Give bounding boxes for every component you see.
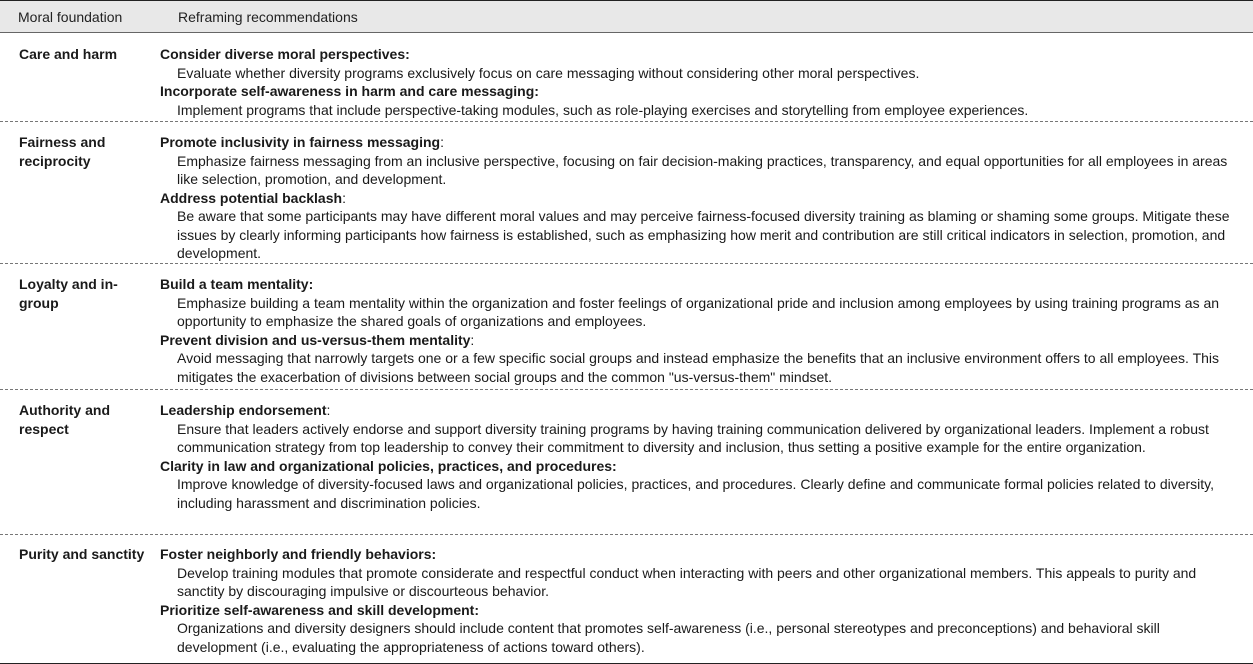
- recommendations-cell: [160, 545, 1253, 663]
- recommendation-description: Emphasize fairness messaging from an inclusive perspective, focusing on fair decision-making practices, transparency, and equal opportunities for all employees in areas like selection, promotion, and development.: [177, 152, 1228, 187]
- header-reframing-recommendations: Reframing recommendations: [178, 8, 358, 25]
- recommendation-description: Develop training modules that promote considerate and respectful conduct when interacting with peers and other organizational members. This appeals to purity and sanctity by discouraging impulsive or discourteous behavior.: [177, 564, 1197, 599]
- recommendation-title: Prioritize self-awareness and skill development:: [160, 601, 479, 618]
- foundation-cell: Authority and respect: [19, 402, 110, 437]
- table-row: [0, 33, 1253, 122]
- recommendation-description: Improve knowledge of diversity-focused laws and organizational policies, practices, and procedures. Clearly define and communicate formal policies related to diversity, including harassment and discrimination policies.: [177, 476, 1215, 511]
- table-row: [0, 264, 1253, 390]
- recommendation-title: Promote inclusivity in fairness messaging:: [160, 134, 444, 150]
- recommendation-description: Emphasize building a team mentality within the organization and foster feelings of organizational pride and inclusion among employees by using training programs as an opportunity to emphasize the shared goals of organizations and employees.: [177, 294, 1220, 329]
- recommendation-title: Prevent division and us-versus-them mentality:: [160, 331, 475, 348]
- recommendations-cell: [160, 275, 1253, 389]
- recommendation-description: Implement programs that include perspective-taking modules, such as role-playing exercises and storytelling from employee experiences.: [177, 101, 1029, 118]
- recommendations-cell: [160, 45, 1253, 121]
- recommendation-title: Leadership endorsement:: [160, 402, 331, 418]
- foundation-cell: Loyalty and in-group: [19, 276, 118, 311]
- recommendation-title: Foster neighborly and friendly behaviors:: [160, 546, 437, 562]
- recommendation-title: Incorporate self-awareness in harm and care messaging:: [160, 83, 539, 99]
- foundation-cell: Purity and sanctity: [19, 546, 145, 562]
- recommendations-cell: [160, 133, 1253, 263]
- table-row: [0, 390, 1253, 535]
- recommendation-description: Ensure that leaders actively endorse and support diversity training programs by having training communication delivered by organizational leaders. Implement a robust communication strategy from top leadership to convey their commitment to diversity and inclusion, thus setting a positive example for the entire organization.: [177, 420, 1209, 455]
- recommendation-title: Build a team mentality:: [160, 276, 314, 292]
- recommendation-title: Consider diverse moral perspectives:: [160, 46, 410, 62]
- recommendation-description: Be aware that some participants may have different moral values and may perceive fairness-focused diversity training as blaming or shaming some groups. Mitigate these issues by clearly informing participants how fairness is established, such as emphasizing how merit and contribution are still critical indicators in selection, promotion, and development.: [177, 208, 1230, 261]
- recommendations-cell: [160, 401, 1253, 534]
- recommendation-title: Clarity in law and organizational policies, practices, and procedures:: [160, 457, 617, 474]
- table-row: [0, 535, 1253, 663]
- header-moral-foundation: Moral foundation: [18, 8, 123, 25]
- foundation-cell: Fairness and reciprocity: [19, 134, 106, 169]
- recommendation-title: Address potential backlash:: [160, 189, 346, 206]
- table-row: [0, 122, 1253, 264]
- recommendation-description: Avoid messaging that narrowly targets one or a few specific social groups and instead emphasize the benefits that an inclusive environment offers to all employees. This mitigates the exacerbation of divisions between social groups and the common "us-versus-them" mindset.: [177, 350, 1220, 385]
- table-header: [0, 1, 1253, 33]
- foundation-cell: Care and harm: [19, 46, 118, 62]
- recommendation-description: Organizations and diversity designers should include content that promotes self-awareness (i.e., personal stereotypes and preconceptions) and behavioral skill development (i.e., evaluating the appropriateness of actions toward others).: [177, 620, 1160, 655]
- recommendation-description: Evaluate whether diversity programs exclusively focus on care messaging without considering other moral perspectives.: [177, 64, 920, 81]
